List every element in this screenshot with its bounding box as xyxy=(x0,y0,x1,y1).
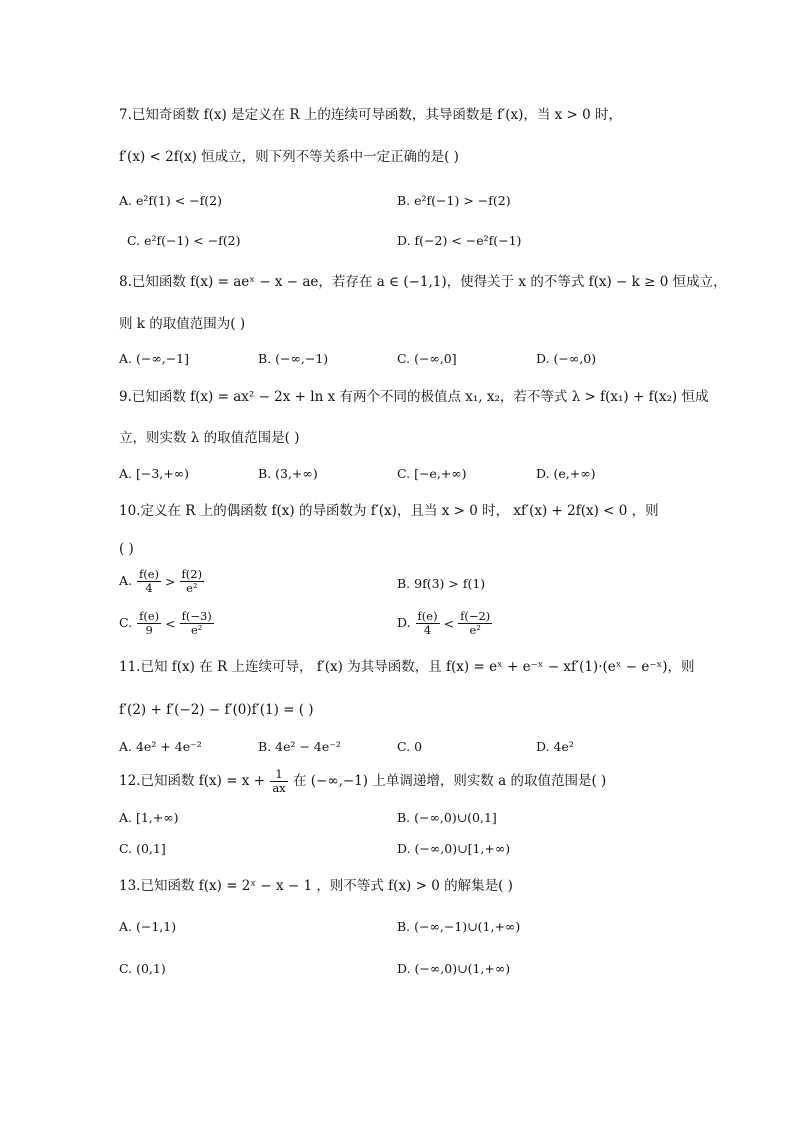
q7-stem-line2: f′(x) < 2f(x) 恒成立，则下列不等关系中一定正确的是( ) xyxy=(119,149,459,165)
q8-option-a: A. (−∞,−1] xyxy=(119,351,190,366)
fraction xyxy=(270,768,287,795)
numerator: f(e) xyxy=(139,609,160,623)
denominator: e² xyxy=(469,623,481,637)
fraction xyxy=(180,610,214,637)
numerator: f(e) xyxy=(417,609,438,623)
q8-option-d: D. (−∞,0) xyxy=(536,351,597,366)
numerator: f(−2) xyxy=(460,609,491,623)
q10-option-d xyxy=(397,610,493,637)
q13-option-a: A. (−1,1) xyxy=(119,919,177,934)
option-label: A. xyxy=(119,573,133,588)
q12-option-a: A. [1,+∞) xyxy=(119,810,179,825)
q12-option-c: C. (0,1] xyxy=(119,841,166,856)
denominator: e² xyxy=(186,581,198,595)
numerator: 1 xyxy=(270,768,287,782)
denominator: 4 xyxy=(145,581,153,595)
numerator: f(2) xyxy=(181,567,203,581)
q7-stem-line1: 7.已知奇函数 f(x) 是定义在 R 上的连续可导函数，其导函数是 f′(x)，当 x > 0 时， xyxy=(119,107,623,123)
q13-option-b: B. (−∞,−1)∪(1,+∞) xyxy=(397,919,521,934)
comparison-sign: < xyxy=(443,615,455,631)
comparison-sign: > xyxy=(165,573,176,589)
q13-option-c: C. (0,1) xyxy=(119,961,166,976)
denominator: 9 xyxy=(145,623,153,637)
fraction xyxy=(137,568,161,595)
q11-option-d: D. 4e² xyxy=(536,739,574,754)
q13-option-d: D. (−∞,0)∪(1,+∞) xyxy=(397,961,511,976)
q10-stem-line1: 10.定义在 R 上的偶函数 f(x) 的导函数为 f′(x)，且当 x > 0 时， xf′(x) + 2f(x) < 0 ，则 xyxy=(119,503,659,519)
q8-option-c: C. (−∞,0] xyxy=(397,351,457,366)
fraction xyxy=(180,568,205,595)
q12-stem-suffix: 在 (−∞,−1) 上单调递增，则实数 a 的取值范围是( ) xyxy=(288,773,607,789)
option-label: D. xyxy=(397,615,411,630)
q13-stem-line1: 13.已知函数 f(x) = 2ˣ − x − 1 ，则不等式 f(x) > 0 的解集是( ) xyxy=(119,878,513,894)
comparison-sign: < xyxy=(165,615,176,631)
denominator: e² xyxy=(190,623,203,637)
fraction xyxy=(416,610,440,637)
denominator: 4 xyxy=(423,623,432,637)
q9-option-a: A. [−3,+∞) xyxy=(119,466,190,481)
fraction xyxy=(458,610,492,637)
q9-stem-line1: 9.已知函数 f(x) = ax² − 2x + ln x 有两个不同的极值点 x₁, x₂，若不等式 λ > f(x₁) + f(x₂) 恒成 xyxy=(119,389,709,405)
q12-option-b: B. (−∞,0)∪(0,1] xyxy=(397,810,497,825)
fraction xyxy=(137,610,161,637)
q11-stem-line2: f′(2) + f′(−2) − f′(0)f′(1) = ( ) xyxy=(119,702,314,718)
q12-stem-line1 xyxy=(119,768,606,795)
q7-option-d: D. f(−2) < −e²f(−1) xyxy=(397,233,522,248)
option-label: C. xyxy=(119,615,133,630)
q9-option-b: B. (3,+∞) xyxy=(258,466,318,481)
q12-stem-prefix: 12.已知函数 f(x) = x + xyxy=(119,773,270,789)
q7-option-b: B. e²f(−1) > −f(2) xyxy=(397,193,511,208)
q11-option-b: B. 4e² − 4e⁻² xyxy=(258,739,341,754)
q11-stem-line1: 11.已知 f(x) 在 R 上连续可导， f′(x) 为其导函数，且 f(x) = eˣ + e⁻ˣ − xf′(1)·(eˣ − e⁻ˣ)，则 xyxy=(119,659,695,675)
q8-option-b: B. (−∞,−1) xyxy=(258,351,329,366)
q7-option-a: A. e²f(1) < −f(2) xyxy=(119,193,222,208)
q11-option-a: A. 4e² + 4e⁻² xyxy=(119,739,202,754)
q9-option-d: D. (e,+∞) xyxy=(536,466,596,481)
numerator: f(e) xyxy=(139,567,160,581)
q9-stem-line2: 立，则实数 λ 的取值范围是( ) xyxy=(119,430,300,446)
q10-option-c xyxy=(119,610,215,637)
q11-option-c: C. 0 xyxy=(397,739,423,754)
q12-option-d: D. (−∞,0)∪[1,+∞) xyxy=(397,841,511,856)
q8-stem-line1: 8.已知函数 f(x) = aeˣ − x − ae，若存在 a ∈ (−1,1)，使得关于 x 的不等式 f(x) − k ≥ 0 恒成立， xyxy=(119,274,727,290)
q7-option-c: C. e²f(−1) < −f(2) xyxy=(127,233,241,248)
q9-option-c: C. [−e,+∞) xyxy=(397,466,467,481)
numerator: f(−3) xyxy=(181,609,212,623)
denominator: ax xyxy=(272,781,286,795)
q8-stem-line2: 则 k 的取值范围为( ) xyxy=(119,316,246,332)
q10-option-a xyxy=(119,568,205,595)
q10-stem-line2: ( ) xyxy=(119,541,134,557)
q10-option-b: B. 9f(3) > f(1) xyxy=(397,576,486,591)
